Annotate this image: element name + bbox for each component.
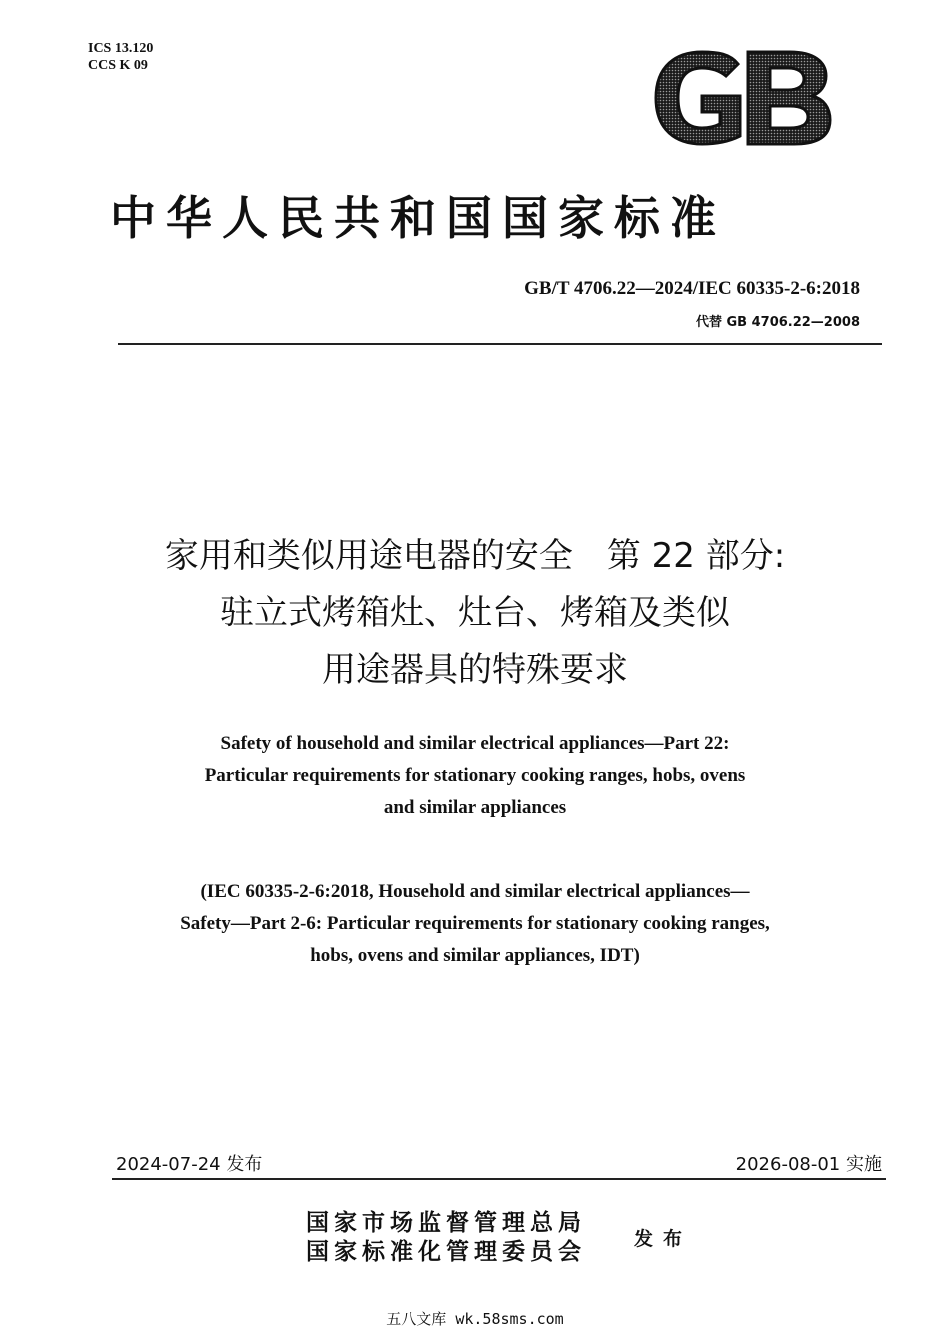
issued-label: 发布 — [634, 1228, 693, 1250]
publication-date: 2024-07-24 发布 — [116, 1154, 263, 1175]
english-title-line: Particular requirements for stationary cooking ranges, hobs, ovens — [204, 765, 746, 786]
issuing-authorities — [306, 1208, 586, 1266]
ics-code: ICS 13.120 — [88, 41, 154, 56]
iec-reference-line: (IEC 60335-2-6:2018, Household and similar electrical appliances— — [200, 881, 750, 902]
chinese-title — [0, 528, 950, 699]
iec-reference-line: hobs, ovens and similar appliances, IDT) — [310, 945, 640, 966]
chinese-title-line: 家用和类似用途电器的安全 第 22 部分: — [164, 536, 786, 576]
watermark: 五八文库 wk.58sms.com — [386, 1310, 564, 1328]
ccs-code: CCS K 09 — [88, 58, 148, 73]
iec-reference — [0, 876, 950, 972]
english-title — [0, 728, 950, 824]
standard-code: GB/T 4706.22—2024/IEC 60335-2-6:2018 — [524, 278, 860, 299]
english-title-line: and similar appliances — [383, 797, 567, 818]
iec-reference-line: Safety—Part 2-6: Particular requirements for stationary cooking ranges, — [180, 913, 770, 934]
header-divider — [118, 343, 882, 345]
authority-name: 国家标准化管理委员会 — [306, 1238, 586, 1265]
gb-logo-graphic — [650, 48, 834, 148]
footer-divider — [112, 1178, 886, 1180]
document-main-title: 中华人民共和国国家标准 — [110, 191, 726, 245]
authority-name: 国家市场监督管理总局 — [306, 1209, 586, 1236]
gb-emblem-icon — [650, 48, 834, 148]
english-title-line: Safety of household and similar electrical appliances—Part 22: — [220, 733, 730, 754]
chinese-title-line: 驻立式烤箱灶、灶台、烤箱及类似 — [220, 593, 730, 633]
classification-block — [88, 40, 153, 74]
implementation-date: 2026-08-01 实施 — [735, 1154, 882, 1175]
chinese-title-line: 用途器具的特殊要求 — [322, 650, 628, 690]
replaces-standard: 代替 GB 4706.22—2008 — [695, 315, 860, 330]
